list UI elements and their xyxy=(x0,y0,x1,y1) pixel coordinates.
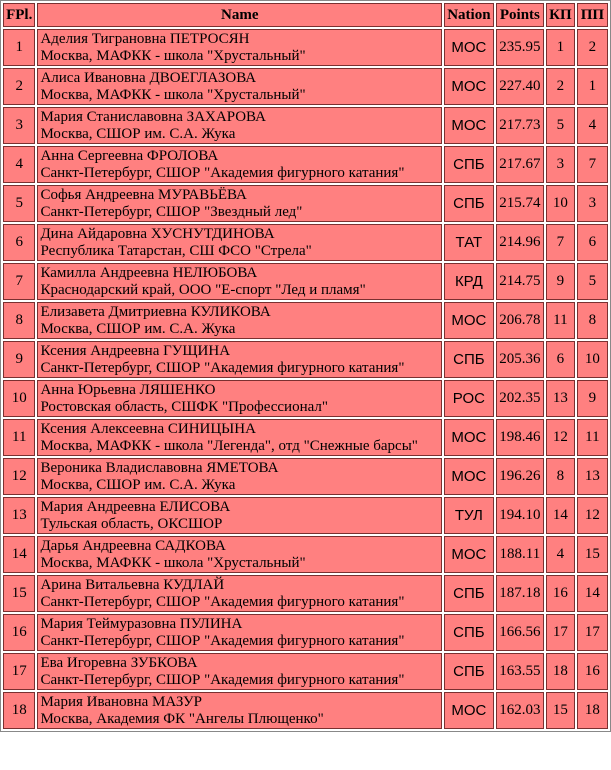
skater-name: Софья Андреевна МУРАВЬЁВА xyxy=(40,186,247,203)
table-row xyxy=(3,692,608,729)
free-skate-rank-cell: 14 xyxy=(577,575,608,612)
skater-club: Москва, МАФКК - школа "Хрустальный" xyxy=(40,86,306,103)
skater-club: Санкт-Петербург, СШОР "Академия фигурного катания" xyxy=(40,632,405,649)
short-program-rank-cell: 3 xyxy=(546,146,575,183)
nation-cell: СПБ xyxy=(444,575,494,612)
skater-cell xyxy=(37,68,442,105)
nation-cell: РОС xyxy=(444,380,494,417)
short-program-rank-cell: 13 xyxy=(546,380,575,417)
place-cell: 14 xyxy=(3,536,35,573)
skater-club: Санкт-Петербург, СШОР "Академия фигурного катания" xyxy=(40,359,405,376)
skater-name: Аделия Тиграновна ПЕТРОСЯН xyxy=(40,30,250,47)
table-row xyxy=(3,497,608,534)
skater-cell xyxy=(37,107,442,144)
skater-club: Москва, МАФКК - школа "Хрустальный" xyxy=(40,554,306,571)
skater-name: Мария Ивановна МАЗУР xyxy=(40,693,202,710)
skater-club: Санкт-Петербург, СШОР "Академия фигурного катания" xyxy=(40,164,405,181)
skater-club: Ростовская область, СШФК "Профессионал" xyxy=(40,398,329,415)
points-cell: 187.18 xyxy=(496,575,544,612)
points-cell: 198.46 xyxy=(496,419,544,456)
skater-name: Арина Витальевна КУДЛАЙ xyxy=(40,576,225,593)
table-row xyxy=(3,146,608,183)
skater-cell xyxy=(37,302,442,339)
free-skate-rank-cell: 15 xyxy=(577,536,608,573)
place-cell: 17 xyxy=(3,653,35,690)
place-cell: 3 xyxy=(3,107,35,144)
table-row xyxy=(3,419,608,456)
nation-cell: СПБ xyxy=(444,146,494,183)
short-program-rank-cell: 2 xyxy=(546,68,575,105)
points-cell: 162.03 xyxy=(496,692,544,729)
nation-cell: МОС xyxy=(444,419,494,456)
free-skate-rank-cell: 4 xyxy=(577,107,608,144)
skater-cell xyxy=(37,419,442,456)
skater-cell xyxy=(37,692,442,729)
skater-name: Ксения Алексеевна СИНИЦЫНА xyxy=(40,420,256,437)
skater-name: Елизавета Дмитриевна КУЛИКОВА xyxy=(40,303,271,320)
points-cell: 205.36 xyxy=(496,341,544,378)
short-program-rank-cell: 15 xyxy=(546,692,575,729)
short-program-rank-cell: 6 xyxy=(546,341,575,378)
skater-cell xyxy=(37,575,442,612)
free-skate-rank-cell: 12 xyxy=(577,497,608,534)
table-row xyxy=(3,263,608,300)
skater-cell xyxy=(37,263,442,300)
points-cell: 214.75 xyxy=(496,263,544,300)
skater-name: Ксения Андреевна ГУЩИНА xyxy=(40,342,231,359)
skater-name: Анна Сергеевна ФРОЛОВА xyxy=(40,147,219,164)
points-cell: 215.74 xyxy=(496,185,544,222)
free-skate-rank-cell: 1 xyxy=(577,68,608,105)
points-cell: 196.26 xyxy=(496,458,544,495)
skater-name: Вероника Владиславовна ЯМЕТОВА xyxy=(40,459,279,476)
skater-cell xyxy=(37,29,442,66)
short-program-rank-cell: 14 xyxy=(546,497,575,534)
skater-name: Камилла Андреевна НЕЛЮБОВА xyxy=(40,264,258,281)
table-row xyxy=(3,575,608,612)
place-cell: 4 xyxy=(3,146,35,183)
points-cell: 214.96 xyxy=(496,224,544,261)
free-skate-rank-cell: 9 xyxy=(577,380,608,417)
table-row xyxy=(3,107,608,144)
nation-cell: МОС xyxy=(444,692,494,729)
points-cell: 217.67 xyxy=(496,146,544,183)
place-cell: 12 xyxy=(3,458,35,495)
table-row xyxy=(3,380,608,417)
free-skate-rank-cell: 3 xyxy=(577,185,608,222)
points-cell: 235.95 xyxy=(496,29,544,66)
points-cell: 194.10 xyxy=(496,497,544,534)
header-points: Points xyxy=(496,3,544,27)
table-row xyxy=(3,224,608,261)
place-cell: 15 xyxy=(3,575,35,612)
place-cell: 7 xyxy=(3,263,35,300)
skater-club: Санкт-Петербург, СШОР "Академия фигурного катания" xyxy=(40,671,405,688)
short-program-rank-cell: 12 xyxy=(546,419,575,456)
skater-club: Республика Татарстан, СШ ФСО "Стрела" xyxy=(40,242,312,259)
points-cell: 166.56 xyxy=(496,614,544,651)
free-skate-rank-cell: 5 xyxy=(577,263,608,300)
free-skate-rank-cell: 11 xyxy=(577,419,608,456)
free-skate-rank-cell: 2 xyxy=(577,29,608,66)
table-header xyxy=(3,3,608,27)
place-cell: 11 xyxy=(3,419,35,456)
skater-club: Тульская область, ОКСШОР xyxy=(40,515,223,532)
points-cell: 206.78 xyxy=(496,302,544,339)
short-program-rank-cell: 4 xyxy=(546,536,575,573)
skater-club: Москва, СШОР им. С.А. Жука xyxy=(40,476,236,493)
short-program-rank-cell: 17 xyxy=(546,614,575,651)
place-cell: 8 xyxy=(3,302,35,339)
header-name: Name xyxy=(37,3,442,27)
points-cell: 217.73 xyxy=(496,107,544,144)
place-cell: 9 xyxy=(3,341,35,378)
short-program-rank-cell: 8 xyxy=(546,458,575,495)
skater-club: Москва, МАФКК - школа "Легенда", отд "Снежные барсы" xyxy=(40,437,418,454)
skater-cell xyxy=(37,614,442,651)
short-program-rank-cell: 18 xyxy=(546,653,575,690)
skater-name: Мария Андреевна ЕЛИСОВА xyxy=(40,498,231,515)
nation-cell: КРД xyxy=(444,263,494,300)
table-row xyxy=(3,341,608,378)
skater-club: Москва, СШОР им. С.А. Жука xyxy=(40,320,236,337)
nation-cell: ТАТ xyxy=(444,224,494,261)
table-row xyxy=(3,29,608,66)
skater-club: Санкт-Петербург, СШОР "Академия фигурного катания" xyxy=(40,593,405,610)
points-cell: 163.55 xyxy=(496,653,544,690)
short-program-rank-cell: 5 xyxy=(546,107,575,144)
table-row xyxy=(3,185,608,222)
table-row xyxy=(3,302,608,339)
header-place: FPl. xyxy=(3,3,35,27)
skater-name: Мария Теймуразовна ПУЛИНА xyxy=(40,615,243,632)
skater-cell xyxy=(37,341,442,378)
place-cell: 5 xyxy=(3,185,35,222)
skater-club: Москва, СШОР им. С.А. Жука xyxy=(40,125,236,142)
place-cell: 2 xyxy=(3,68,35,105)
nation-cell: МОС xyxy=(444,302,494,339)
header-nation: Nation xyxy=(444,3,494,27)
skater-name: Анна Юрьевна ЛЯШЕНКО xyxy=(40,381,216,398)
header-free-skate: ПП xyxy=(577,3,608,27)
free-skate-rank-cell: 16 xyxy=(577,653,608,690)
table-row xyxy=(3,614,608,651)
table-row xyxy=(3,653,608,690)
nation-cell: СПБ xyxy=(444,341,494,378)
free-skate-rank-cell: 10 xyxy=(577,341,608,378)
nation-cell: МОС xyxy=(444,107,494,144)
skater-cell xyxy=(37,536,442,573)
short-program-rank-cell: 9 xyxy=(546,263,575,300)
short-program-rank-cell: 7 xyxy=(546,224,575,261)
place-cell: 6 xyxy=(3,224,35,261)
skater-club: Санкт-Петербург, СШОР "Звездный лед" xyxy=(40,203,303,220)
nation-cell: СПБ xyxy=(444,653,494,690)
nation-cell: МОС xyxy=(444,458,494,495)
place-cell: 13 xyxy=(3,497,35,534)
points-cell: 202.35 xyxy=(496,380,544,417)
skater-club: Краснодарский край, ООО "Е-спорт "Лед и пламя" xyxy=(40,281,366,298)
free-skate-rank-cell: 13 xyxy=(577,458,608,495)
header-short-program: КП xyxy=(546,3,575,27)
skater-club: Москва, МАФКК - школа "Хрустальный" xyxy=(40,47,306,64)
skater-cell xyxy=(37,653,442,690)
nation-cell: МОС xyxy=(444,29,494,66)
free-skate-rank-cell: 17 xyxy=(577,614,608,651)
skater-cell xyxy=(37,185,442,222)
short-program-rank-cell: 1 xyxy=(546,29,575,66)
table-body xyxy=(3,29,608,729)
table-row xyxy=(3,536,608,573)
short-program-rank-cell: 16 xyxy=(546,575,575,612)
skater-cell xyxy=(37,458,442,495)
skater-name: Мария Станиславовна ЗАХАРОВА xyxy=(40,108,266,125)
nation-cell: МОС xyxy=(444,68,494,105)
place-cell: 1 xyxy=(3,29,35,66)
nation-cell: СПБ xyxy=(444,185,494,222)
skater-name: Дина Айдаровна ХУСНУТДИНОВА xyxy=(40,225,275,242)
short-program-rank-cell: 11 xyxy=(546,302,575,339)
skater-name: Дарья Андреевна САДКОВА xyxy=(40,537,226,554)
points-cell: 188.11 xyxy=(496,536,544,573)
place-cell: 16 xyxy=(3,614,35,651)
skater-cell xyxy=(37,380,442,417)
skater-cell xyxy=(37,146,442,183)
place-cell: 18 xyxy=(3,692,35,729)
nation-cell: ТУЛ xyxy=(444,497,494,534)
place-cell: 10 xyxy=(3,380,35,417)
nation-cell: СПБ xyxy=(444,614,494,651)
free-skate-rank-cell: 8 xyxy=(577,302,608,339)
skater-club: Москва, Академия ФК "Ангелы Плющенко" xyxy=(40,710,324,727)
nation-cell: МОС xyxy=(444,536,494,573)
points-cell: 227.40 xyxy=(496,68,544,105)
skater-name: Ева Игоревна ЗУБКОВА xyxy=(40,654,198,671)
free-skate-rank-cell: 18 xyxy=(577,692,608,729)
free-skate-rank-cell: 6 xyxy=(577,224,608,261)
free-skate-rank-cell: 7 xyxy=(577,146,608,183)
header-row xyxy=(3,3,608,27)
table-row xyxy=(3,458,608,495)
short-program-rank-cell: 10 xyxy=(546,185,575,222)
skater-cell xyxy=(37,224,442,261)
table-row xyxy=(3,68,608,105)
skater-name: Алиса Ивановна ДВОЕГЛАЗОВА xyxy=(40,69,257,86)
skater-cell xyxy=(37,497,442,534)
